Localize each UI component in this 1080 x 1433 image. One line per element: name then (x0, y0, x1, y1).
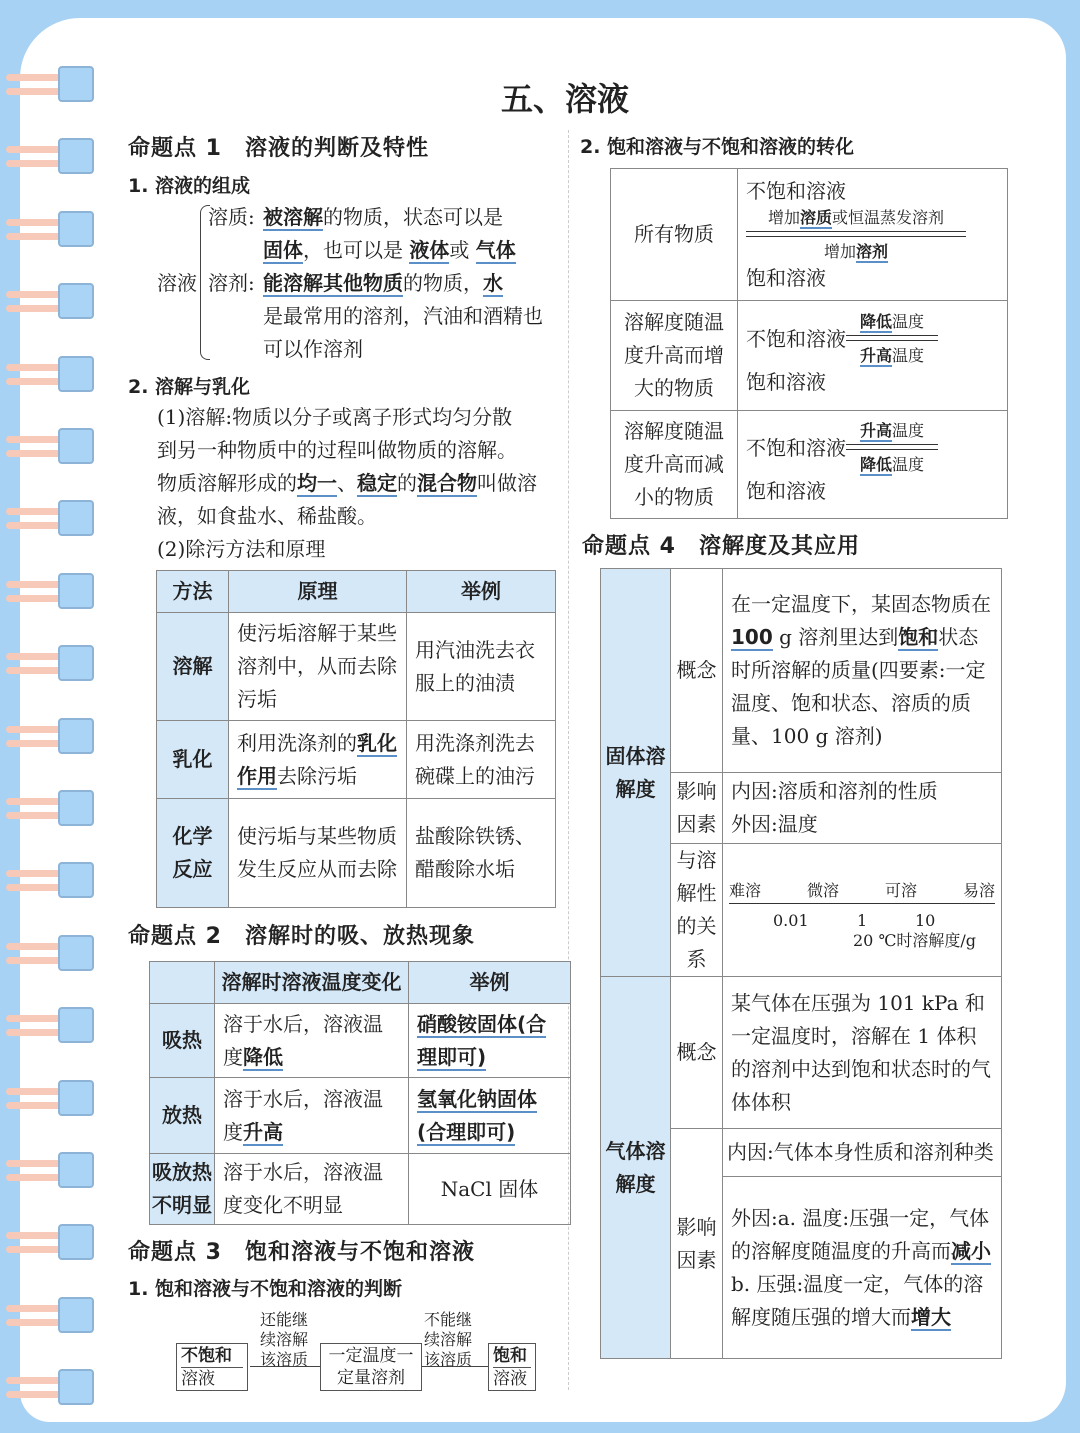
binding-ring (0, 1152, 100, 1192)
saturated: 饱和溶液 (746, 370, 826, 394)
unsaturated-box (176, 1343, 248, 1391)
col-header: 原理 (229, 571, 407, 613)
binding-ring (0, 211, 100, 251)
key-term: 氢氧化钠固体(合理即可) (417, 1086, 537, 1144)
left-arrow-label: 还能继续溶解该溶质 (260, 1310, 309, 1369)
text-line (263, 201, 516, 234)
text-segment: 温度 (892, 346, 925, 365)
text-segment: NaCl 固体 (440, 1176, 539, 1201)
key-term: 增大 (911, 1304, 951, 1329)
text-segment: g 溶剂里达到 (772, 625, 899, 649)
text-segment: 溶于水后，溶液温度 (223, 1086, 383, 1144)
saturated-box (488, 1343, 536, 1391)
tick: 10 (915, 911, 936, 930)
text-segment: 到另一种物质中的过程叫做物质的溶解。 (157, 438, 517, 462)
text-line (157, 401, 537, 434)
text-segment: 温度 (892, 312, 925, 331)
tick: 0.01 (773, 911, 809, 930)
text-segment: 温度 (892, 421, 925, 440)
scale-insoluble: 难溶 (729, 881, 762, 900)
reverse-condition (846, 346, 938, 366)
binding-ring (0, 790, 100, 830)
binding-ring (0, 1297, 100, 1337)
text-segment: 外因:a. 温度:压强一定，气体的溶解度随温度的升高而 (731, 1205, 990, 1263)
text-line (263, 300, 543, 333)
binding-ring (0, 718, 100, 758)
col-header: 溶解时溶液温度变化 (215, 962, 409, 1004)
saturated-sub: 溶液 (493, 1369, 527, 1389)
key-term: 100 (731, 625, 773, 649)
text-segment: 在一定温度下，某固态物质在 (731, 592, 991, 616)
key-term: 稳定 (357, 471, 397, 495)
category: 溶解度随温度升高而增大的物质 (611, 301, 738, 411)
key-term: 液体 (409, 238, 450, 262)
temperature-change (215, 1004, 409, 1078)
section-composition-heading: 1. 溶液的组成 (128, 175, 251, 197)
text-segment: 使污垢与某些物质发生反应从而去除 (237, 824, 397, 881)
key-term: 混合物 (417, 471, 477, 495)
forward-condition (746, 208, 966, 228)
key-term: 固体 (263, 238, 303, 262)
right-arrow-label: 不能继续溶解该溶质 (424, 1310, 473, 1369)
binding-ring (0, 935, 100, 975)
text-segment: 去除污垢 (277, 763, 357, 788)
table-row (150, 1004, 571, 1078)
binding-ring (0, 645, 100, 685)
text-segment: 叫做溶 (477, 471, 537, 495)
table-row (611, 169, 1008, 301)
binding-ring (0, 428, 100, 468)
key-term: 均一 (297, 471, 337, 495)
key-term: 气体 (475, 238, 516, 262)
dissolve-paragraph (157, 401, 537, 566)
topic1-heading: 命题点 1 溶液的判断及特性 (128, 136, 429, 161)
key-term: 溶质 (799, 207, 832, 227)
solute-label: 溶质: (208, 205, 255, 229)
scale-very-soluble: 易溶 (962, 881, 995, 900)
text-segment: 溶于水后，溶液温度变化不明显 (223, 1160, 383, 1217)
text-segment: 或恒温蒸发溶剂 (832, 207, 945, 227)
text-segment: 增加 (767, 207, 800, 227)
text-segment: ，也可以是 (303, 238, 410, 262)
example (409, 1078, 571, 1154)
table-row (611, 411, 1008, 519)
solution-label: 溶液 (157, 271, 197, 295)
text-segment: 增加 (823, 241, 856, 261)
example: 盐酸除铁锈、醋酸除水垢 (407, 799, 556, 908)
binding-ring (0, 138, 100, 178)
binding-ring (0, 1007, 100, 1047)
text-segment: 使污垢溶解于某些溶剂中，从而去除污垢 (237, 621, 397, 711)
gas-solubility-label: 气体溶解度 (601, 977, 671, 1359)
tick: 1 (857, 911, 868, 930)
topic3-heading: 命题点 3 饱和溶液与不饱和溶液 (128, 1240, 475, 1265)
text-line (157, 434, 537, 467)
key-term: 减小 (951, 1238, 991, 1263)
scale-soluble: 可溶 (884, 881, 917, 900)
external-factor (731, 1202, 993, 1268)
equilibrium-arrow (846, 334, 938, 344)
heat-table (149, 961, 571, 1225)
key-term: 被溶解 (263, 205, 323, 229)
text-segment: 物质溶解形成的 (157, 471, 297, 495)
pressure-factor (731, 1268, 993, 1334)
key-term: 升高 (859, 346, 892, 365)
table-row (601, 569, 1002, 773)
solubility-table (600, 568, 1002, 1359)
cleaning-methods-table (156, 570, 556, 908)
category: 所有物质 (611, 169, 738, 301)
unsaturated-sub: 溶液 (181, 1369, 215, 1389)
forward-condition (846, 421, 938, 441)
page-title: 五、溶液 (500, 80, 629, 118)
forward-condition (846, 312, 938, 332)
unsaturated: 不饱和溶液 (746, 178, 846, 203)
factor-label: 影响因素 (671, 773, 723, 844)
key-term: 降低 (859, 455, 892, 474)
topic2-heading: 命题点 2 溶解时的吸、放热现象 (128, 924, 475, 949)
text-line (263, 333, 543, 366)
table-row (611, 301, 1008, 411)
text-segment: 的物质，状态可以是 (323, 205, 503, 229)
solute-text (263, 201, 516, 267)
text-segment: 液，如食盐水、稀盐酸。 (157, 504, 377, 528)
example: 用洗涤剂洗去碗碟上的油污 (407, 721, 556, 799)
saturated: 饱和溶液 (746, 265, 826, 290)
method: 化学反应 (157, 799, 229, 908)
binding-ring (0, 862, 100, 902)
key-term: 乳化作用 (237, 730, 397, 788)
text-segment: 、 (337, 471, 357, 495)
key-term: 降低 (859, 312, 892, 331)
example (409, 1004, 571, 1078)
key-term: 降低 (243, 1044, 283, 1069)
type: 吸放热不明显 (150, 1154, 215, 1225)
reverse-condition (746, 242, 966, 262)
category: 溶解度随温度升高而减小的物质 (611, 411, 738, 519)
text-segment: (2)除污方法和原理 (157, 537, 326, 561)
method: 溶解 (157, 613, 229, 721)
external-factor: 外因:温度 (731, 812, 818, 836)
col-header: 举例 (409, 962, 571, 1004)
temperature-change (215, 1078, 409, 1154)
saturated-label: 饱和 (493, 1345, 531, 1368)
example (409, 1154, 571, 1225)
text-line (263, 267, 543, 300)
solubility-scale (729, 870, 995, 950)
text-segment: 利用洗涤剂的 (237, 730, 357, 755)
method: 乳化 (157, 721, 229, 799)
principle (229, 799, 407, 908)
solvent-label: 溶剂: (208, 271, 255, 295)
text-line (157, 500, 537, 533)
key-term: 水 (483, 271, 503, 295)
binding-ring (0, 1369, 100, 1409)
text-segment: b. 压强:温度一定，气体的溶解度随压强的增大而 (731, 1271, 984, 1329)
binding-ring (0, 356, 100, 396)
section-dissolve-heading: 2. 溶解与乳化 (128, 376, 251, 398)
key-term: 能溶解其他物质 (263, 271, 403, 295)
temperature-change (215, 1154, 409, 1225)
solid-concept (723, 569, 1002, 773)
key-term: 饱和 (898, 625, 939, 649)
solvent-text (263, 267, 543, 366)
binding-ring (0, 573, 100, 613)
section-judge-heading: 1. 饱和溶液与不饱和溶液的判断 (128, 1278, 403, 1300)
text-segment: 温度 (892, 455, 925, 474)
type: 吸热 (150, 1004, 215, 1078)
principle (229, 613, 407, 721)
scale-slightly: 微溶 (806, 881, 839, 900)
binding-ring (0, 283, 100, 323)
condition-box: 一定温度一定量溶剂 (320, 1343, 422, 1391)
topic4-heading: 命题点 4 溶解度及其应用 (582, 534, 860, 559)
unsaturated-label: 不饱和 (181, 1345, 243, 1368)
text-line (157, 467, 537, 500)
axis-label: 20 ℃时溶解度/g (853, 931, 976, 950)
text-segment: 的 (397, 471, 417, 495)
text-segment: 或 (449, 238, 476, 262)
binding-ring (0, 500, 100, 540)
concept-label: 概念 (671, 569, 723, 773)
text-line (157, 533, 537, 566)
key-term: 升高 (243, 1119, 283, 1144)
unsaturated: 不饱和溶液 (746, 435, 846, 460)
binding-ring (0, 1080, 100, 1120)
example: 用汽油洗去衣服上的油渍 (407, 613, 556, 721)
internal-factor: 内因:溶质和溶剂的性质 (731, 779, 938, 803)
key-term: 溶剂 (856, 241, 889, 261)
relation-label: 与溶解性的关系 (671, 844, 723, 977)
key-term: 硝酸铵固体(合理即可) (417, 1011, 547, 1069)
gas-concept: 某气体在压强为 101 kPa 和一定温度时，溶解在 1 体积的溶剂中达到饱和状态时的气体体积 (723, 977, 1002, 1129)
binding-ring (0, 1224, 100, 1264)
table-row (157, 721, 556, 799)
col-header: 举例 (407, 571, 556, 613)
table-row (150, 1078, 571, 1154)
internal-factor: 内因:气体本身性质和溶剂种类 (723, 1129, 1002, 1177)
type: 放热 (150, 1078, 215, 1154)
unsaturated: 不饱和溶液 (746, 326, 846, 351)
section-conversion-heading: 2. 饱和溶液与不饱和溶液的转化 (580, 136, 855, 158)
table-row (601, 977, 1002, 1129)
equilibrium-arrow (746, 230, 966, 240)
text-segment: 是最常用的溶剂，汽油和酒精也 (263, 304, 543, 328)
col-header (150, 962, 215, 1004)
principle (229, 721, 407, 799)
text-segment: (1)溶解:物质以分子或离子形式均匀分散 (157, 405, 513, 429)
text-segment: 的物质， (403, 271, 483, 295)
conversion-table (610, 168, 1008, 519)
table-row (157, 799, 556, 908)
text-line (263, 234, 516, 267)
table-row (157, 613, 556, 721)
key-term: 升高 (859, 421, 892, 440)
factor-label: 影响因素 (671, 1129, 723, 1359)
equilibrium-arrow (846, 443, 938, 453)
col-header: 方法 (157, 571, 229, 613)
reverse-condition (846, 455, 938, 475)
table-row (150, 1154, 571, 1225)
text-segment: 溶于水后，溶液温度 (223, 1011, 383, 1069)
text-segment: 状态时所溶解的质量(四要素:一定温度、饱和状态、溶质的质量、100 g 溶剂) (731, 625, 986, 748)
solid-solubility-label: 固体溶解度 (601, 569, 671, 977)
concept-label: 概念 (671, 977, 723, 1129)
saturated: 饱和溶液 (746, 479, 826, 503)
text-segment: 可以作溶剂 (263, 337, 363, 361)
